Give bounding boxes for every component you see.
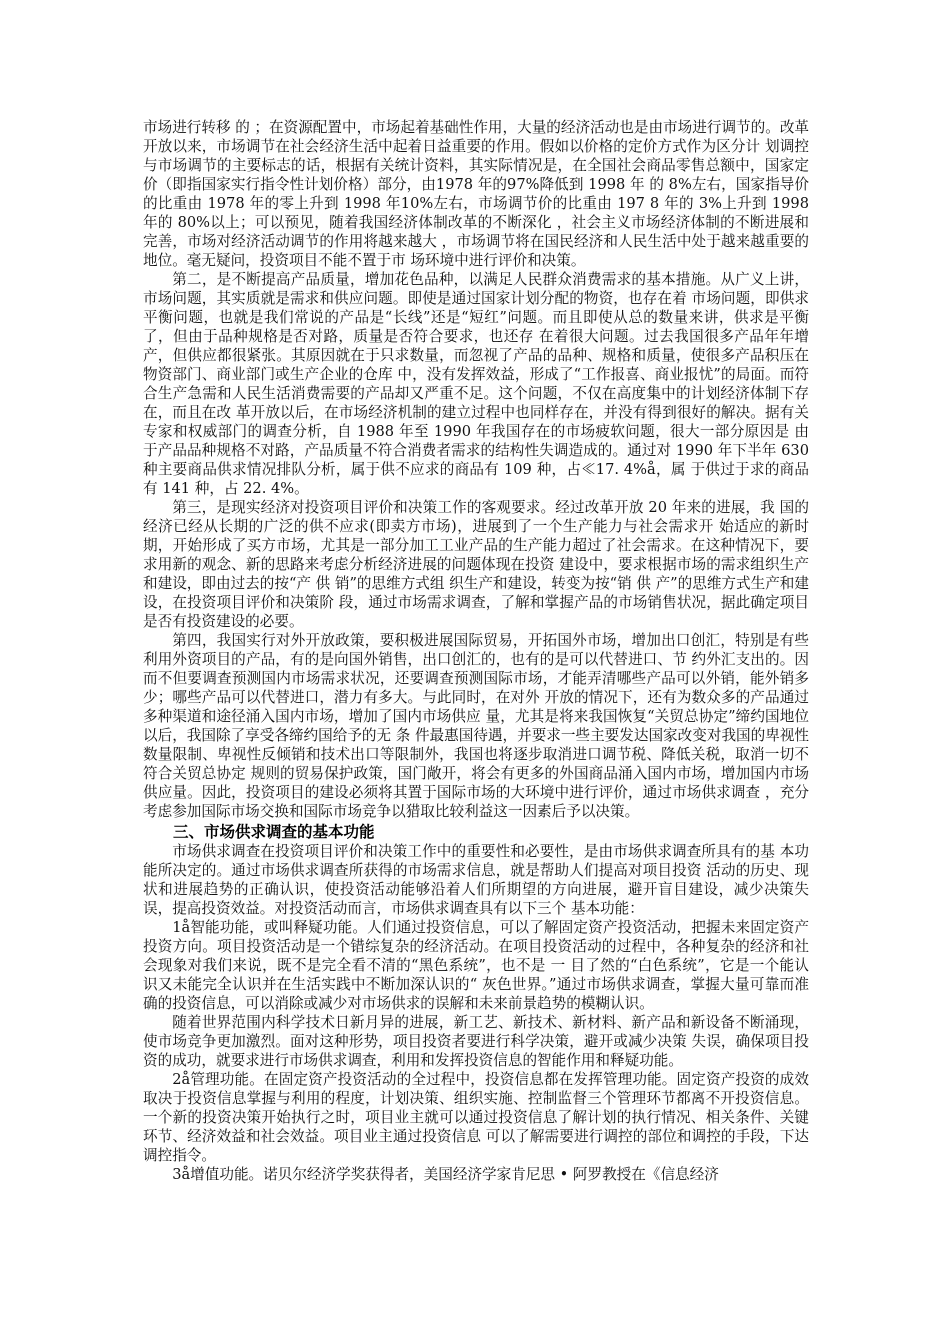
paragraph-technology-progress: 随着世界范围内科学技术日新月异的进展，新工艺、新技术、新材料、新产品和新设备不断涌现，使市场竞争更加激烈。面对这种形势，项目投资者要进行科学决策，避开或减少决策 失误，确保项目投资的成功，就要求进行市场供求调查，利用和发挥投资信息的智能作用和释疑功能。 (143, 1014, 809, 1069)
paragraph-second-point: 第二，是不断提高产品质量，增加花色品种，以满足人民群众消费需求的基本措施。从广义上讲，市场问题，其实质就是需求和供应问题。即使是通过国家计划分配的物资，也存在着 市场问题，即供求平衡问题，也就是我们常说的产品是“长线”还是“短红”问题。而且即使从总的数量来讲，供求是平衡了，但由于品种规格是否对路，质量是否符合要求，也还存 在着很大问题。过去我国很多产品年年增产，但供应都很紧张。其原因就在于只求数量，而忽视了产品的品种、规格和质量，使很多产品积压在物资部门、商业部门或生产企业的仓库 中，没有发挥效益，形成了“工作报喜、商业报忧”的局面。而符合生产急需和人民生活消费需要的产品却又严重不足。这个问题，不仅在高度集中的计划经济体制下存在，而且在改 革开放以后，在市场经济机制的建立过程中也同样存在，并没有得到很好的解决。据有关专家和权威部门的调查分析，自 1988 年至 1990 年我国存在的市场疲软问题，很大一部分原因是 由于产品品种规格不对路，产品质量不符合消费者需求的结构性失调造成的。通过对 1990 年下半年 630 种主要商品供求情况排队分析，属于供不应求的商品有 109 种，占≪17. 4%å，属 于供过于求的商品有 141 种，占 22. 4%。 (143, 271, 809, 497)
paragraph-value-added-function: 3å增值功能。诺贝尔经济学奖获得者，美国经济学家肯尼思 • 阿罗教授在《信息经济 (172, 1166, 719, 1183)
section-heading: 三、市场供求调查的基本功能 (173, 823, 375, 841)
paragraph-intelligence-function: 1å智能功能，或叫释疑功能。人们通过投资信息，可以了解固定资产投资活动，把握未来固定资产投资方向。项目投资活动是一个错综复杂的经济活动。在项目投资活动的过程中，各种复杂的经济和社会现象对我们来说，既不是完全看不清的“黑色系统”，也不是 一 目了然的“白色系统”，它是一个能认识又未能完全认识并在生活实践中不断加深认识的“ 灰色世界。”通过市场供求调查，掌握大量可靠而准确的投资信息，可以消除或减少对市场供求的误解和未来前景趋势的模糊认识。 (143, 919, 809, 1012)
paragraph-third-point: 第三，是现实经济对投资项目评价和决策工作的客观要求。经过改革开放 20 年来的进展，我 国的经济已经从长期的广泛的供不应求(即卖方市场)，进展到了一个生产能力与社会需求开 始适应的新时期，开始形成了买方市场，尤其是一部分加工工业产品的生产能力超过了社会需求。在这种情况下，要求用新的观念、新的思路来考虑分析经济进展的问题体现在投资 建设中，要求根据市场的需求组织生产和建设，即由过去的按“产 供 销”的思维方式组 织生产和建设，转变为按“销 供 产”的思维方式生产和建设，在投资项目评价和决策阶 段，通过市场需求调查，了解和掌握产品的市场销售状况，据此确定项目是否有投资建设的必要。 (143, 499, 809, 630)
paragraph-fourth-point: 第四，我国实行对外开放政策，要积极进展国际贸易，开拓国外市场，增加出口创汇，特别是有些利用外资项目的产品，有的是向国外销售，出口创汇的，也有的是可以代替进口、节 约外汇支出的。因而不但要调查预测国内市场需求状况，还要调查预测国际市场，才能弄清哪些产品可以外销，能外销多少；哪些产品可以代替进口，潜力有多大。与此同时，在对外 开放的情况下，还有为数众多的产品通过多种渠道和途径涌入国内市场，增加了国内市场供应 量，尤其是将来我国恢复“关贸总协定”缔约国地位以后，我国除了享受各缔约国给予的无 条 件最惠国待遇，并要求一些主要发达国家改变对我国的卑视性数量限制、卑视性反倾销和技术出口等限制外，我国也将逐步取消进口调节税、降低关税，取消一切不符合关贸总协定 规则的贸易保护政策，国门敞开，将会有更多的外国商品涌入国内市场，增加国内市场供应量。因此，投资项目的建设必须将其置于国际市场的大环境中进行评价，通过市场供求调查 ，充分考虑参加国际市场交换和国际市场竞争以猎取比较利益这一因素后予以决策。 (143, 632, 810, 820)
paragraph-market-transfer: 市场进行转移 的 ；在资源配置中，市场起着基础性作用，大量的经济活动也是由市场进行调节的。改革开放以来，市场调节在社会经济生活中起着日益重要的作用。假如以价格的定价方式作为区分计 划调控与市场调节的主要标志的话，根据有关统计资料，其实际情况是，在全国社会商品零售总额中，国家定价（即指国家实行指令性计划价格）部分，由1978 年的97%降低到 1998 年 的 8%左右，国家指导价的比重由 1978 年的零上升到 1998 年10%左右，市场调节价的比重由 197 8 年的 3%上升到 1998 年的 80%以上；可以预见，随着我国经济体制改革的不断深化 ，社会主义市场经济体制的不断进展和完善，市场对经济活动调节的作用将越来越大 ，市场调节将在国民经济和人民生活中处于越来越重要的地位。毫无疑问，投资项目不能不置于市 场环境中进行评价和决策。 (143, 119, 810, 269)
paragraph-management-function: 2å管理功能。在固定资产投资活动的全过程中，投资信息都在发挥管理功能。固定资产投资的成效取决于投资信息掌握与利用的程度，计划决策、组织实施、控制监督三个管理环节都离不开投资信息。一个新的投资决策开始执行之时，项目业主就可以通过投资信息了解计划的执行情况、相关条件、关键环节、经济效益和社会效益。项目业主通过投资信息 可以了解需要进行调控的部位和调控的手段，下达调控指令。 (143, 1071, 809, 1164)
document-page (143, 118, 809, 1184)
paragraph-section-intro: 市场供求调查在投资项目评价和决策工作中的重要性和必要性，是由市场供求调查所具有的基 本功能所决定的。通过市场供求调查所获得的市场需求信息，就是帮助人们提高对项目投资 活动的历史、现状和进展趋势的正确认识，使投资活动能够沿着人们所期望的方向进展，避开盲目建设，减少决策失误，提高投资效益。对投资活动而言，市场供求调查具有以下三个 基本功能： (143, 843, 809, 917)
